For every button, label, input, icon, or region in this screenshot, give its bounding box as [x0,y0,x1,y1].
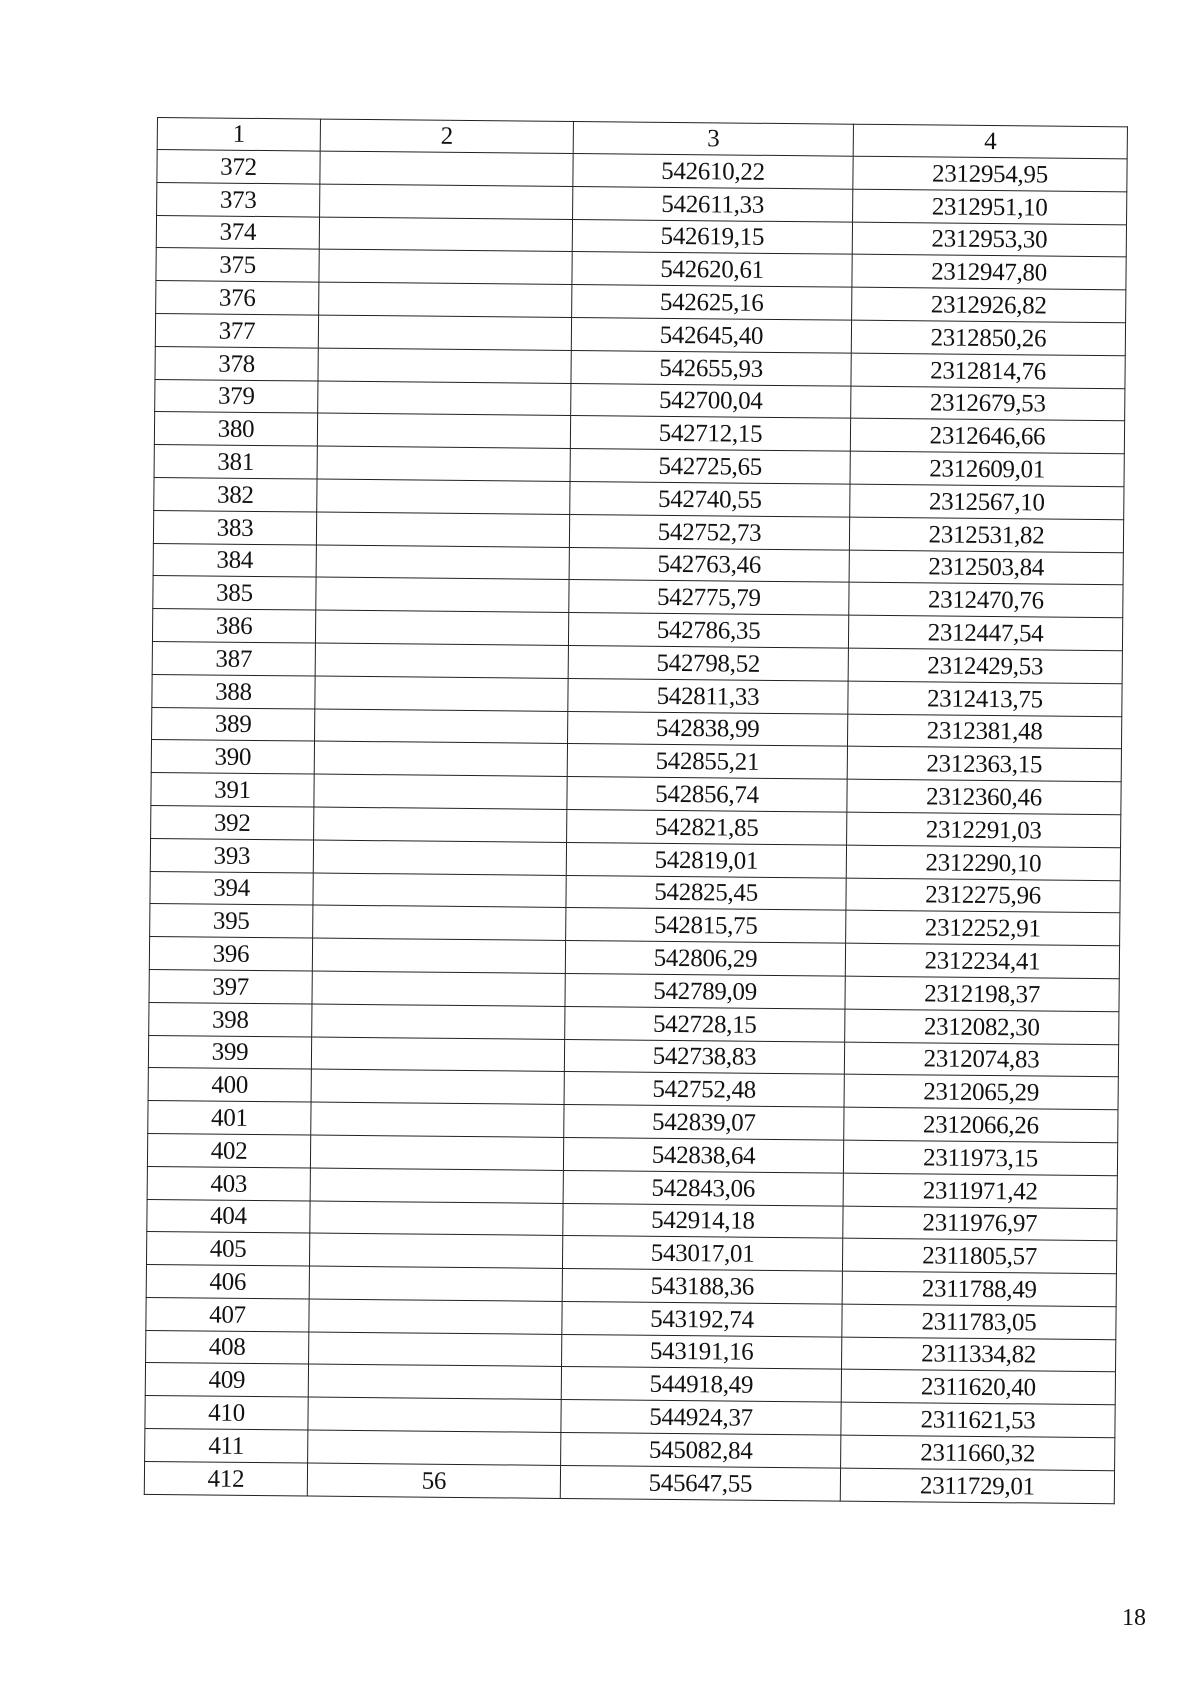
x-coordinate-cell: 542712,15 [570,416,850,451]
x-coordinate-cell: 542789,09 [565,973,845,1008]
x-coordinate-cell: 542740,55 [570,481,850,516]
column-2-cell [312,938,565,973]
point-number-cell: 376 [156,281,319,315]
point-number-cell: 395 [150,904,313,938]
page-number: 18 [1122,1605,1146,1631]
y-coordinate-cell: 2312503,84 [849,550,1123,585]
x-coordinate-cell: 542806,29 [565,941,845,976]
x-coordinate-cell: 542725,65 [570,449,850,484]
y-coordinate-cell: 2312926,82 [852,287,1126,322]
y-coordinate-cell: 2311621,53 [841,1402,1115,1437]
point-number-cell: 393 [150,838,313,872]
column-2-cell [317,413,570,448]
point-number-cell: 392 [151,805,314,839]
point-number-cell: 405 [146,1232,309,1266]
x-coordinate-cell: 542645,40 [571,317,851,352]
coordinates-table [144,117,1128,1504]
point-number-cell: 382 [154,477,317,511]
column-2-cell [310,1201,563,1236]
column-2-cell [319,282,572,317]
point-number-cell: 381 [154,445,317,479]
column-2-cell [316,512,569,547]
y-coordinate-cell: 2312066,26 [844,1107,1118,1142]
column-2-cell [311,1102,564,1137]
column-2-cell [309,1332,562,1367]
x-coordinate-cell: 542620,61 [572,252,852,287]
point-number-cell: 399 [148,1035,311,1069]
y-coordinate-cell: 2311976,97 [843,1206,1117,1241]
y-coordinate-cell: 2312065,29 [844,1074,1118,1109]
y-coordinate-cell: 2312951,10 [853,189,1127,224]
x-coordinate-cell: 543191,16 [562,1334,842,1369]
point-number-cell: 401 [148,1101,311,1135]
x-coordinate-cell: 542914,18 [563,1203,843,1238]
column-header-2: 2 [320,119,573,153]
point-number-cell: 380 [154,412,317,446]
point-number-cell: 384 [153,543,316,577]
y-coordinate-cell: 2312609,01 [850,451,1124,486]
point-number-cell: 409 [145,1363,308,1397]
y-coordinate-cell: 2312567,10 [850,484,1124,519]
column-2-cell [313,873,566,908]
point-number-cell: 402 [147,1133,310,1167]
column-2-cell [319,217,572,252]
y-coordinate-cell: 2312531,82 [849,517,1123,552]
point-number-cell: 390 [151,740,314,774]
column-2-cell [312,971,565,1006]
point-number-cell: 412 [144,1461,307,1495]
column-2-cell [314,807,567,842]
column-2-cell [312,1004,565,1039]
y-coordinate-cell: 2312074,83 [844,1042,1118,1077]
point-number-cell: 379 [155,379,318,413]
column-2-cell [315,676,568,711]
point-number-cell: 406 [146,1265,309,1299]
column-2-cell [315,643,568,678]
column-2-cell [320,151,573,186]
y-coordinate-cell: 2312953,30 [852,222,1126,257]
column-2-cell [309,1299,562,1334]
x-coordinate-cell: 542610,22 [573,153,853,188]
y-coordinate-cell: 2311805,57 [842,1238,1116,1273]
y-coordinate-cell: 2312646,66 [850,419,1124,454]
column-2-cell [318,348,571,383]
x-coordinate-cell: 542786,35 [568,613,848,648]
point-number-cell: 374 [156,215,319,249]
y-coordinate-cell: 2311660,32 [841,1435,1115,1470]
point-number-cell: 378 [155,346,318,380]
y-coordinate-cell: 2312447,54 [848,615,1122,650]
column-2-cell [317,446,570,481]
column-2-cell [311,1069,564,1104]
point-number-cell: 372 [157,150,320,184]
x-coordinate-cell: 542843,06 [563,1170,843,1205]
x-coordinate-cell: 543188,36 [562,1269,842,1304]
y-coordinate-cell: 2312252,91 [846,910,1120,945]
x-coordinate-cell: 542655,93 [571,350,851,385]
column-2-cell: 56 [307,1463,560,1498]
x-coordinate-cell: 542815,75 [566,908,846,943]
y-coordinate-cell: 2312381,48 [847,714,1121,749]
column-header-3: 3 [573,121,853,156]
column-2-cell [310,1168,563,1203]
x-coordinate-cell: 544924,37 [561,1400,841,1435]
x-coordinate-cell: 542819,01 [566,842,846,877]
y-coordinate-cell: 2312082,30 [845,1009,1119,1044]
x-coordinate-cell: 542838,64 [563,1137,843,1172]
column-2-cell [314,774,567,809]
column-2-cell [308,1397,561,1432]
x-coordinate-cell: 542763,46 [569,547,849,582]
point-number-cell: 410 [145,1396,308,1430]
x-coordinate-cell: 543017,01 [562,1236,842,1271]
point-number-cell: 391 [151,773,314,807]
x-coordinate-cell: 542856,74 [567,777,847,812]
point-number-cell: 385 [153,576,316,610]
y-coordinate-cell: 2312290,10 [846,845,1120,880]
y-coordinate-cell: 2312470,76 [849,583,1123,618]
y-coordinate-cell: 2312954,95 [853,156,1127,191]
x-coordinate-cell: 542838,99 [568,711,848,746]
column-2-cell [314,741,567,776]
x-coordinate-cell: 542728,15 [565,1006,845,1041]
column-2-cell [311,1037,564,1072]
point-number-cell: 389 [152,707,315,741]
x-coordinate-cell: 542798,52 [568,645,848,680]
point-number-cell: 400 [148,1068,311,1102]
column-2-cell [309,1266,562,1301]
point-number-cell: 398 [149,1002,312,1036]
column-2-cell [309,1233,562,1268]
y-coordinate-cell: 2312679,53 [851,386,1125,421]
point-number-cell: 375 [156,248,319,282]
y-coordinate-cell: 2312234,41 [845,943,1119,978]
x-coordinate-cell: 542619,15 [572,219,852,254]
x-coordinate-cell: 542821,85 [567,809,847,844]
column-2-cell [319,249,572,284]
x-coordinate-cell: 542738,83 [564,1039,844,1074]
column-2-cell [313,905,566,940]
column-2-cell [316,545,569,580]
point-number-cell: 408 [146,1330,309,1364]
x-coordinate-cell: 545082,84 [561,1433,841,1468]
y-coordinate-cell: 2311971,42 [843,1173,1117,1208]
column-2-cell [318,381,571,416]
point-number-cell: 394 [150,871,313,905]
x-coordinate-cell: 542839,07 [564,1105,844,1140]
point-number-cell: 404 [147,1199,310,1233]
column-header-1: 1 [157,118,320,152]
column-2-cell [313,840,566,875]
column-2-cell [315,610,568,645]
column-2-cell [310,1135,563,1170]
column-2-cell [316,577,569,612]
point-number-cell: 387 [152,641,315,675]
point-number-cell: 407 [146,1297,309,1331]
point-number-cell: 403 [147,1166,310,1200]
x-coordinate-cell: 542775,79 [569,580,849,615]
y-coordinate-cell: 2312198,37 [845,976,1119,1011]
column-2-cell [315,709,568,744]
point-number-cell: 373 [157,182,320,216]
y-coordinate-cell: 2312429,53 [848,648,1122,683]
y-coordinate-cell: 2311783,05 [842,1304,1116,1339]
table-body [144,150,1127,1504]
point-number-cell: 377 [155,313,318,347]
y-coordinate-cell: 2312814,76 [851,353,1125,388]
x-coordinate-cell: 542625,16 [572,285,852,320]
point-number-cell: 396 [149,937,312,971]
x-coordinate-cell: 542825,45 [566,875,846,910]
x-coordinate-cell: 542752,73 [569,514,849,549]
point-number-cell: 411 [145,1429,308,1463]
x-coordinate-cell: 542811,33 [568,678,848,713]
y-coordinate-cell: 2312275,96 [846,878,1120,913]
x-coordinate-cell: 543192,74 [562,1301,842,1336]
y-coordinate-cell: 2311620,40 [841,1370,1115,1405]
point-number-cell: 383 [153,510,316,544]
x-coordinate-cell: 542752,48 [564,1072,844,1107]
y-coordinate-cell: 2311788,49 [842,1271,1116,1306]
y-coordinate-cell: 2312850,26 [851,320,1125,355]
y-coordinate-cell: 2311334,82 [842,1337,1116,1372]
y-coordinate-cell: 2312413,75 [848,681,1122,716]
y-coordinate-cell: 2312363,15 [847,747,1121,782]
point-number-cell: 397 [149,969,312,1003]
y-coordinate-cell: 2311729,01 [840,1468,1114,1503]
column-header-4: 4 [853,124,1127,159]
y-coordinate-cell: 2312291,03 [847,812,1121,847]
x-coordinate-cell: 544918,49 [561,1367,841,1402]
column-2-cell [317,479,570,514]
column-2-cell [320,184,573,219]
x-coordinate-cell: 542611,33 [573,186,853,221]
y-coordinate-cell: 2312947,80 [852,255,1126,290]
y-coordinate-cell: 2312360,46 [847,779,1121,814]
x-coordinate-cell: 542855,21 [567,744,847,779]
x-coordinate-cell: 542700,04 [571,383,851,418]
point-number-cell: 388 [152,674,315,708]
column-2-cell [308,1430,561,1465]
y-coordinate-cell: 2311973,15 [843,1140,1117,1175]
column-2-cell [308,1364,561,1399]
point-number-cell: 386 [152,609,315,643]
column-2-cell [318,315,571,350]
x-coordinate-cell: 545647,55 [560,1465,840,1500]
